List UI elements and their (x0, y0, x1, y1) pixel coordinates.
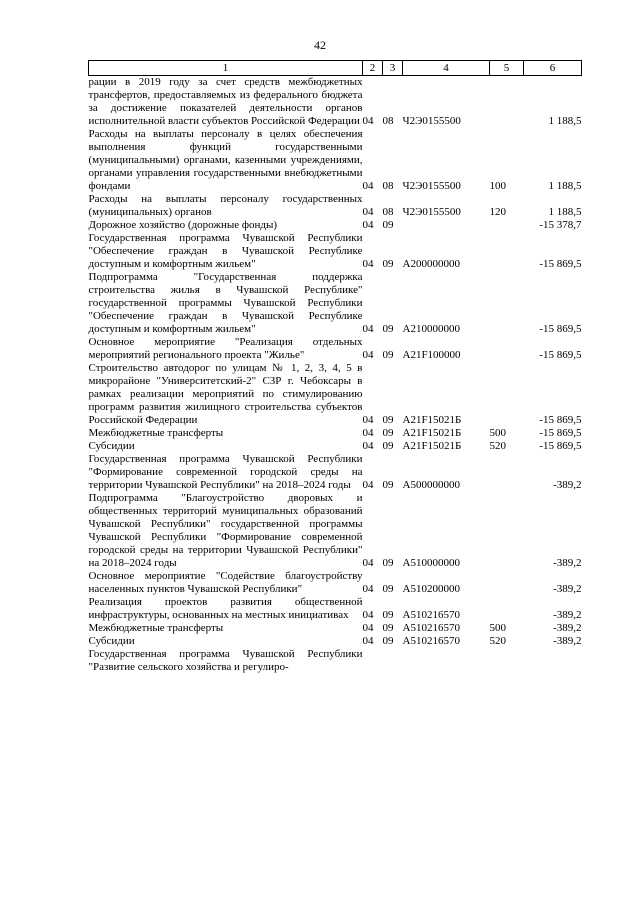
column-header-6: 6 (524, 61, 582, 76)
row-name: Строительство автодорог по улицам № 1, 2, 3, 4, 5 в микрорайоне "Университетский-2" СЗР г. Чебоксары в рамках реализации мероприятий по стимулированию программ развития жилищного строительства субъектов Российской Федерации (88, 362, 363, 426)
row-section: 04 (362, 635, 374, 647)
table-row (89, 232, 582, 271)
row-target-article: Ч2Э0155500 (402, 115, 461, 127)
row-target-article: А21F15021Б (402, 440, 462, 452)
row-expense-type (490, 232, 524, 271)
table-row (89, 362, 582, 427)
row-expense-type: 500 (489, 622, 506, 634)
row-subsection: 09 (382, 622, 394, 634)
table-row (89, 128, 582, 193)
row-subsection: 09 (382, 258, 394, 270)
row-name: Основное мероприятие "Реализация отдельных мероприятий регионального проекта "Жилье" (88, 336, 363, 361)
row-subsection: 08 (382, 206, 394, 218)
row-amount: -15 869,5 (539, 427, 582, 439)
row-section: 04 (362, 427, 374, 439)
table-body (89, 76, 582, 675)
table-row (89, 427, 582, 440)
row-subsection: 09 (382, 349, 394, 361)
row-name: Подпрограмма "Благоустройство дворовых и общественных территорий муниципальных образований Чувашской Республики" государственной программы Чувашской Республики "Формирование современной городской среды на территории Чувашской Республики" на 2018–2024 годы (88, 492, 363, 569)
row-target-article: А510216570 (402, 609, 460, 621)
table-row (89, 570, 582, 596)
table-row (89, 596, 582, 622)
row-subsection: 09 (382, 635, 394, 647)
row-target-article: А200000000 (402, 258, 460, 270)
row-subsection: 09 (382, 219, 394, 231)
row-target-article: А510216570 (402, 635, 460, 647)
row-expense-type (490, 596, 524, 622)
row-amount: -389,2 (553, 635, 582, 647)
row-target-article: А21F15021Б (402, 414, 462, 426)
row-expense-type: 520 (489, 635, 506, 647)
row-expense-type (490, 453, 524, 492)
row-amount: -15 869,5 (539, 258, 582, 270)
row-amount: 1 188,5 (548, 115, 582, 127)
row-expense-type: 520 (489, 440, 506, 452)
row-subsection: 09 (382, 323, 394, 335)
row-target-article: Ч2Э0155500 (402, 180, 461, 192)
row-amount: -15 378,7 (539, 219, 582, 231)
row-target-article: А21F100000 (402, 349, 461, 361)
row-section: 04 (362, 440, 374, 452)
row-expense-type (490, 219, 524, 232)
row-section (363, 648, 383, 674)
row-expense-type (490, 362, 524, 427)
row-target-article: А510200000 (402, 583, 460, 595)
table-row (89, 492, 582, 570)
table-row (89, 440, 582, 453)
row-target-article: А510216570 (402, 622, 460, 634)
row-target-article: А510000000 (402, 557, 460, 569)
row-target-article (403, 219, 490, 232)
row-name: Подпрограмма "Государственная поддержка строительства жилья в Чувашской Республике" государственной программы Чувашской Республики "Обеспечение граждан в Чувашской Республике доступным и комфортным жильем" (88, 271, 363, 335)
row-name: Реализация проектов развития общественной инфраструктуры, основанных на местных инициативах (88, 596, 363, 621)
row-amount: -15 869,5 (539, 440, 582, 452)
row-name: Расходы на выплаты персоналу государственных (муниципальных) органов (88, 193, 363, 218)
row-target-article: Ч2Э0155500 (402, 206, 461, 218)
row-amount: -389,2 (553, 609, 582, 621)
budget-table (88, 60, 582, 674)
row-name: Расходы на выплаты персоналу в целях обеспечения выполнения функций государственными (муниципальными) органами, казенными учреждениями, органами управления государственными внебюджетными фондами (88, 128, 363, 192)
column-header-2: 2 (363, 61, 383, 76)
row-name: Дорожное хозяйство (дорожные фонды) (88, 219, 278, 231)
row-expense-type (490, 648, 524, 674)
table-row (89, 635, 582, 648)
table-row (89, 336, 582, 362)
row-amount: -389,2 (553, 622, 582, 634)
table-row (89, 76, 582, 129)
row-section: 04 (362, 622, 374, 634)
row-target-article (403, 648, 490, 674)
row-section: 04 (362, 206, 374, 218)
row-amount: -389,2 (553, 479, 582, 491)
row-section: 04 (362, 258, 374, 270)
row-section: 04 (362, 115, 374, 127)
row-subsection: 09 (382, 414, 394, 426)
row-subsection: 09 (382, 583, 394, 595)
row-target-article: А21F15021Б (402, 427, 462, 439)
row-name: Субсидии (88, 440, 135, 452)
row-amount: -15 869,5 (539, 414, 582, 426)
row-amount: -389,2 (553, 583, 582, 595)
row-name: Государственная программа Чувашской Республики "Обеспечение граждан в Чувашской Республике доступным и комфортным жильем" (88, 232, 363, 270)
row-subsection: 08 (382, 180, 394, 192)
table-header-row (89, 61, 582, 76)
row-subsection: 09 (382, 557, 394, 569)
table-row (89, 622, 582, 635)
row-expense-type: 100 (489, 180, 506, 192)
row-amount (524, 648, 582, 674)
row-section: 04 (362, 609, 374, 621)
row-name: Субсидии (88, 635, 135, 647)
column-header-4: 4 (403, 61, 490, 76)
row-subsection: 09 (382, 427, 394, 439)
row-name: рации в 2019 году за счет средств межбюджетных трансфертов, предоставляемых из федерального бюджета за достижение показателей деятельности органов исполнительной власти субъектов Российской Федерации (88, 76, 363, 127)
row-amount: 1 188,5 (548, 206, 582, 218)
row-target-article: А500000000 (402, 479, 460, 491)
row-name: Межбюджетные трансферты (88, 622, 224, 634)
row-section: 04 (362, 479, 374, 491)
row-expense-type (490, 76, 524, 129)
row-section: 04 (362, 323, 374, 335)
row-amount: -389,2 (553, 557, 582, 569)
table-row (89, 648, 582, 674)
row-name: Межбюджетные трансферты (88, 427, 224, 439)
row-subsection: 09 (382, 440, 394, 452)
row-expense-type: 500 (489, 427, 506, 439)
row-expense-type: 120 (489, 206, 506, 218)
row-expense-type (490, 271, 524, 336)
row-name: Основное мероприятие "Содействие благоустройству населенных пунктов Чувашской Республики" (88, 570, 363, 595)
column-header-3: 3 (383, 61, 403, 76)
row-subsection: 09 (382, 479, 394, 491)
row-section: 04 (362, 414, 374, 426)
row-expense-type (490, 570, 524, 596)
row-amount: 1 188,5 (548, 180, 582, 192)
row-subsection: 08 (382, 115, 394, 127)
row-subsection: 09 (382, 609, 394, 621)
column-header-5: 5 (490, 61, 524, 76)
row-expense-type (490, 492, 524, 570)
row-section: 04 (362, 180, 374, 192)
row-target-article: А210000000 (402, 323, 460, 335)
table-row (89, 271, 582, 336)
row-name: Государственная программа Чувашской Республики "Развитие сельского хозяйства и регулиро- (88, 648, 363, 673)
column-header-1: 1 (89, 61, 363, 76)
page-number: 42 (314, 38, 326, 52)
table-row (89, 453, 582, 492)
table-row (89, 193, 582, 219)
row-section: 04 (362, 557, 374, 569)
row-section: 04 (362, 349, 374, 361)
row-amount: -15 869,5 (539, 323, 582, 335)
row-section: 04 (362, 583, 374, 595)
row-name: Государственная программа Чувашской Республики "Формирование современной городской среды на территории Чувашской Республики" на 2018–2024 годы (88, 453, 363, 491)
row-subsection (383, 648, 403, 674)
row-amount: -15 869,5 (539, 349, 582, 361)
table-row (89, 219, 582, 232)
row-expense-type (490, 336, 524, 362)
row-section: 04 (362, 219, 374, 231)
